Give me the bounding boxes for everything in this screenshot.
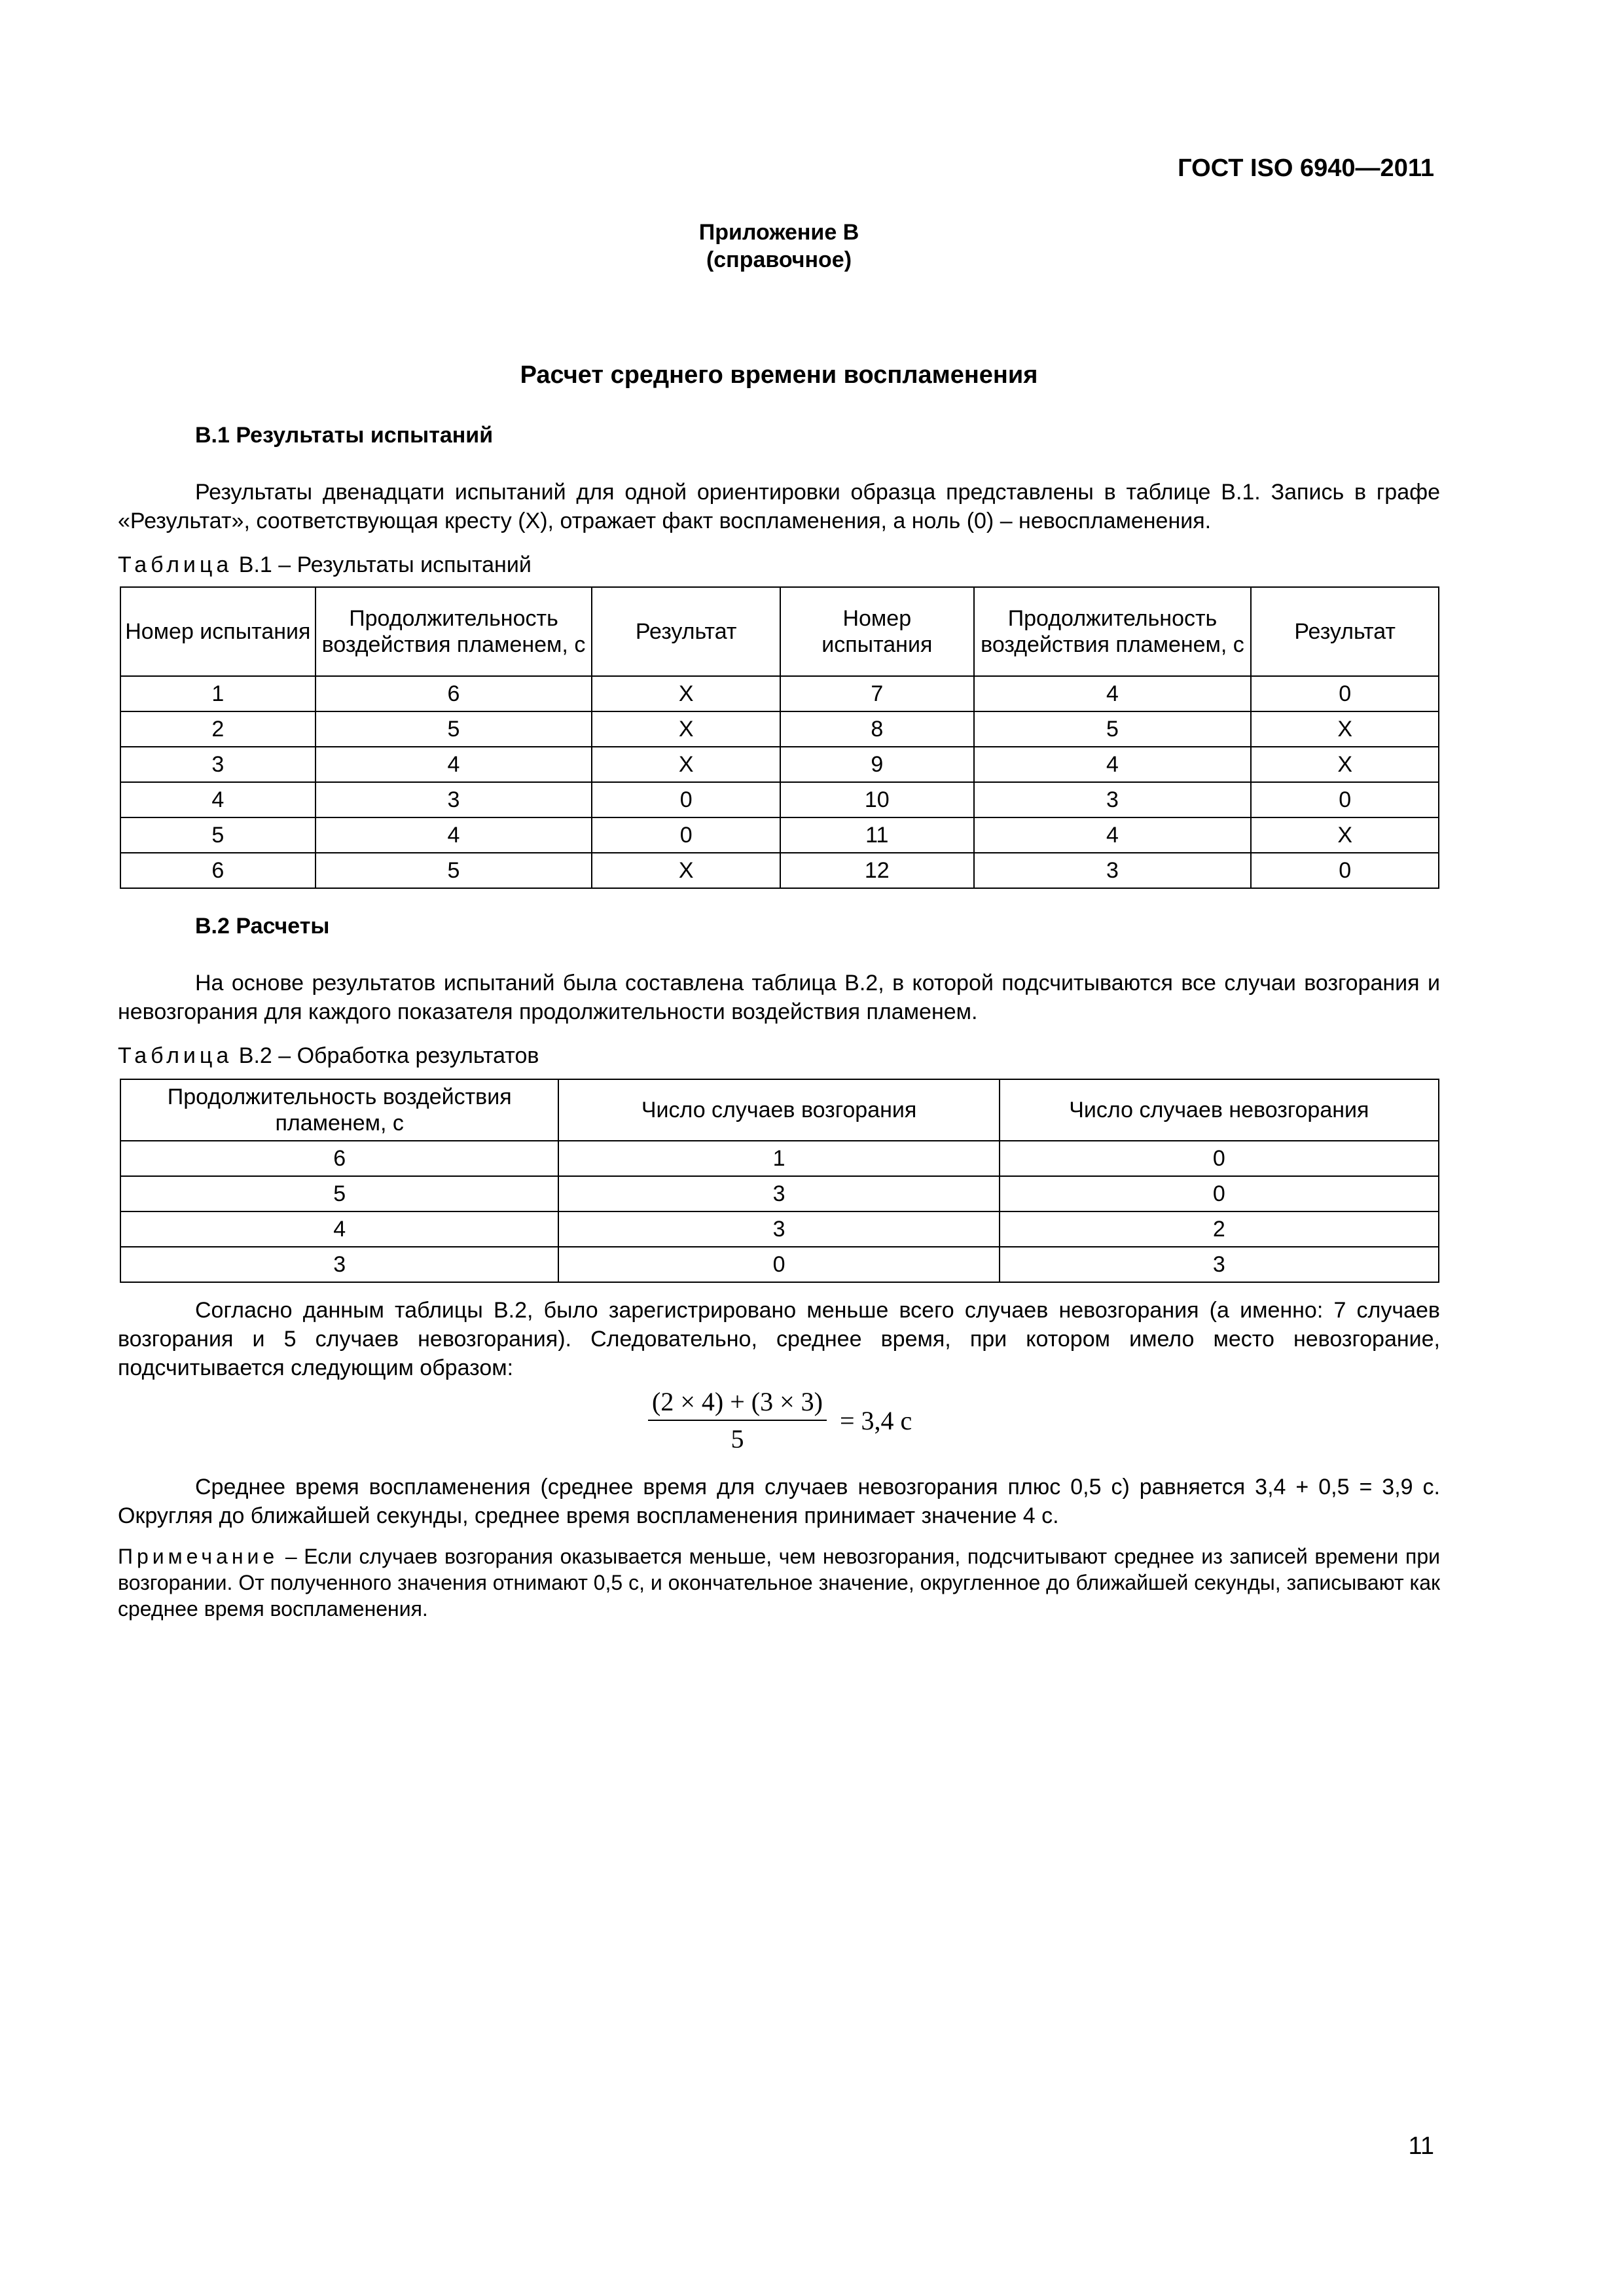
page-number: 11	[1408, 2132, 1434, 2160]
table-cell: 0	[1251, 676, 1439, 711]
table-row	[120, 1247, 1439, 1282]
table-cell: 9	[780, 747, 974, 782]
formula-result: = 3,4 c	[839, 1405, 912, 1435]
note-label: Примечание	[118, 1545, 279, 1568]
table-cell: 2	[120, 711, 316, 747]
table-b1-header-cell: Номер испытания	[120, 587, 316, 676]
table-cell: 4	[974, 817, 1252, 853]
table-cell: 0	[1251, 853, 1439, 888]
table-cell: 0	[1251, 782, 1439, 817]
table-b2-header-cell: Продолжительность воздействия пламенем, с	[120, 1079, 558, 1141]
table-row	[120, 711, 1439, 747]
table-b1-header-cell: Результат	[1251, 587, 1439, 676]
table-cell: X	[592, 747, 780, 782]
table-cell: X	[592, 711, 780, 747]
annex-title: Расчет среднего времени воспламенения	[520, 361, 1038, 389]
table-cell: 4	[316, 817, 592, 853]
table-b2-caption	[118, 1043, 539, 1069]
note-paragraph	[118, 1543, 1440, 1622]
table-cell: 2	[1000, 1211, 1439, 1247]
table-cell: 0	[592, 782, 780, 817]
table-cell: 5	[974, 711, 1252, 747]
table-cell: X	[592, 853, 780, 888]
table-row	[120, 1211, 1439, 1247]
section-b1-heading: В.1 Результаты испытаний	[195, 423, 494, 448]
calculation-text: Согласно данным таблицы В.2, было зарегистрировано меньше всего случаев невозгорания (а именно: 7 случаев возгорания и 5 случаев невозгорания). Следовательно, среднее время, при котором имело место невозгорание, подсчитывается следующим образом:	[118, 1298, 1440, 1380]
table-row	[120, 676, 1439, 711]
table-cell: 0	[1000, 1176, 1439, 1211]
table-b1-header-cell: Номер испытания	[780, 587, 974, 676]
table-cell: X	[1251, 747, 1439, 782]
table-cell: 10	[780, 782, 974, 817]
formula-numerator: (2 × 4) + (3 × 3)	[648, 1386, 827, 1421]
calculation-paragraph	[118, 1296, 1440, 1382]
table-row	[120, 747, 1439, 782]
section-b2-heading: В.2 Расчеты	[195, 914, 330, 939]
table-cell: 3	[120, 747, 316, 782]
table-cell: 7	[780, 676, 974, 711]
table-cell: 12	[780, 853, 974, 888]
table-cell: 5	[120, 1176, 558, 1211]
table-row	[120, 1141, 1439, 1176]
table-cell: 3	[316, 782, 592, 817]
formula-denominator: 5	[731, 1424, 744, 1454]
result-paragraph	[118, 1473, 1440, 1530]
table-b1	[120, 586, 1439, 889]
table-b1-caption-label: Таблица	[118, 552, 233, 577]
table-cell: 4	[974, 747, 1252, 782]
document-code: ГОСТ ISO 6940—2011	[1178, 154, 1434, 182]
table-row	[120, 853, 1439, 888]
mean-time-formula	[648, 1386, 912, 1454]
table-cell: 3	[974, 853, 1252, 888]
table-row	[120, 817, 1439, 853]
table-cell: X	[1251, 711, 1439, 747]
annex-status: (справочное)	[706, 247, 852, 272]
table-b1-header-cell: Продолжительность воздействия пламенем, с	[974, 587, 1252, 676]
result-text: Среднее время воспламенения (среднее время для случаев невозгорания плюс 0,5 с) равняется 3,4 + 0,5 = 3,9 с. Округляя до ближайшей секунды, среднее время воспламенения принимает значение 4 с.	[118, 1475, 1440, 1528]
section-b1-text: Результаты двенадцати испытаний для одной ориентировки образца представлены в таблице В.1. Запись в графе «Результат», соответствующая кресту (X), отражает факт воспламенения, а ноль (0) – невоспламенения.	[118, 480, 1440, 533]
table-b1-caption-text: В.1 – Результаты испытаний	[238, 552, 532, 577]
table-b2-header-row	[120, 1079, 1439, 1141]
table-b2-caption-text: В.2 – Обработка результатов	[238, 1043, 539, 1068]
table-cell: 4	[120, 1211, 558, 1247]
table-cell: 3	[558, 1176, 999, 1211]
table-b1-header-row	[120, 587, 1439, 676]
table-b2-header-cell: Число случаев возгорания	[558, 1079, 999, 1141]
table-cell: 5	[316, 853, 592, 888]
table-cell: 4	[120, 782, 316, 817]
table-cell: 4	[974, 676, 1252, 711]
table-cell: 8	[780, 711, 974, 747]
table-b2-header-cell: Число случаев невозгорания	[1000, 1079, 1439, 1141]
table-b1-caption	[118, 552, 532, 578]
table-b1-header-cell: Результат	[592, 587, 780, 676]
table-cell: X	[592, 676, 780, 711]
table-cell: 1	[558, 1141, 999, 1176]
table-cell: 0	[558, 1247, 999, 1282]
section-b1-paragraph	[118, 478, 1440, 535]
formula-fraction	[648, 1386, 827, 1454]
table-b2-caption-label: Таблица	[118, 1043, 233, 1068]
table-cell: 1	[120, 676, 316, 711]
note-text: – Если случаев возгорания оказывается меньше, чем невозгорания, подсчитывают среднее из записей времени при возгорании. От полученного значения отнимают 0,5 с, и окончательное значение, округленное до ближайшей секунды, записывают как среднее время воспламенения.	[118, 1545, 1440, 1621]
table-cell: X	[1251, 817, 1439, 853]
table-b2	[120, 1079, 1439, 1283]
table-cell: 6	[120, 1141, 558, 1176]
section-b2-paragraph	[118, 969, 1440, 1026]
table-cell: 3	[558, 1211, 999, 1247]
table-cell: 6	[120, 853, 316, 888]
table-cell: 0	[592, 817, 780, 853]
table-row	[120, 1176, 1439, 1211]
table-cell: 5	[120, 817, 316, 853]
table-cell: 0	[1000, 1141, 1439, 1176]
table-cell: 4	[316, 747, 592, 782]
table-cell: 3	[120, 1247, 558, 1282]
annex-number: Приложение В	[698, 220, 859, 245]
table-cell: 5	[316, 711, 592, 747]
table-cell: 3	[1000, 1247, 1439, 1282]
table-cell: 11	[780, 817, 974, 853]
annex-label	[118, 219, 1440, 274]
table-b1-header-cell: Продолжительность воздействия пламенем, с	[316, 587, 592, 676]
table-cell: 3	[974, 782, 1252, 817]
section-b2-text: На основе результатов испытаний была составлена таблица В.2, в которой подсчитываются все случаи возгорания и невозгорания для каждого показателя продолжительности воздействия пламенем.	[118, 971, 1440, 1024]
table-cell: 6	[316, 676, 592, 711]
table-row	[120, 782, 1439, 817]
